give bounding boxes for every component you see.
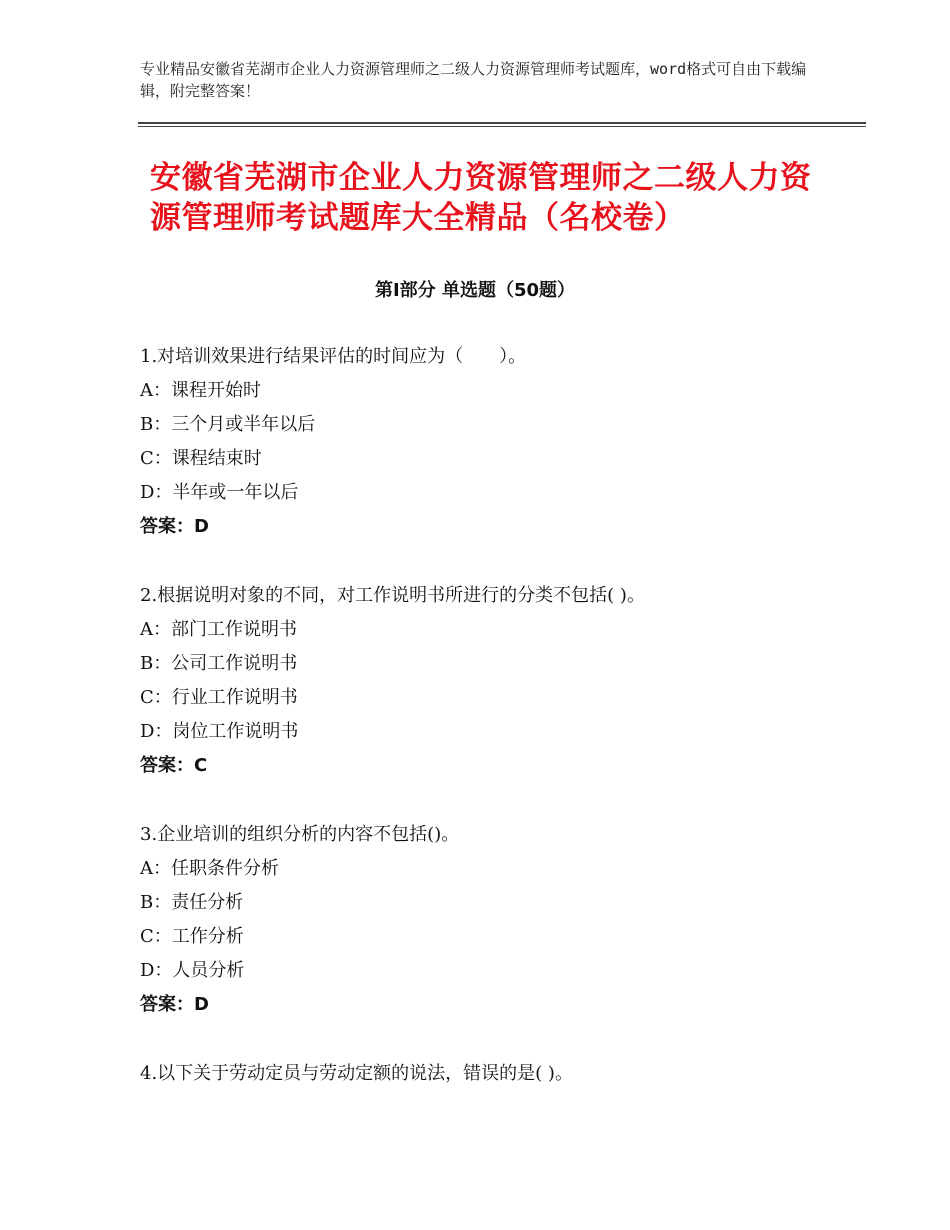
option-c: C：课程结束时 xyxy=(140,448,262,469)
question-stem: 4.以下关于劳动定员与劳动定额的说法，错误的是( )。 xyxy=(140,1063,573,1084)
option-a: A：任职条件分析 xyxy=(140,858,279,879)
option-c: C：工作分析 xyxy=(140,926,244,947)
header-rule-thin xyxy=(138,126,866,127)
question-4 xyxy=(140,1057,840,1091)
answer: 答案：D xyxy=(140,516,209,537)
option-a: A：课程开始时 xyxy=(140,380,261,401)
question-stem: 3.企业培训的组织分析的内容不包括()。 xyxy=(140,824,460,845)
option-c: C：行业工作说明书 xyxy=(140,687,298,708)
option-d: D：人员分析 xyxy=(140,960,245,981)
question-stem: 1.对培训效果进行结果评估的时间应为（ ）。 xyxy=(140,346,527,367)
answer: 答案：D xyxy=(140,994,209,1015)
option-d: D：岗位工作说明书 xyxy=(140,721,299,742)
document-title: 安徽省芜湖市企业人力资源管理师之二级人力资源管理师考试题库大全精品（名校卷） xyxy=(150,160,812,236)
question-2 xyxy=(140,579,840,783)
question-1 xyxy=(140,340,840,544)
answer: 答案：C xyxy=(140,755,208,776)
header-rule-thick xyxy=(138,122,866,124)
option-b: B：责任分析 xyxy=(140,892,244,913)
question-stem: 2.根据说明对象的不同，对工作说明书所进行的分类不包括( )。 xyxy=(140,585,645,606)
option-b: B：三个月或半年以后 xyxy=(140,414,316,435)
question-3 xyxy=(140,818,840,1022)
option-d: D：半年或一年以后 xyxy=(140,482,299,503)
header-note: 专业精品安徽省芜湖市企业人力资源管理师之二级人力资源管理师考试题库，word格式可自由下载编辑，附完整答案！ xyxy=(140,60,807,100)
option-b: B：公司工作说明书 xyxy=(140,653,298,674)
option-a: A：部门工作说明书 xyxy=(140,619,297,640)
section-title: 第Ⅰ部分 单选题（50题） xyxy=(374,280,575,301)
